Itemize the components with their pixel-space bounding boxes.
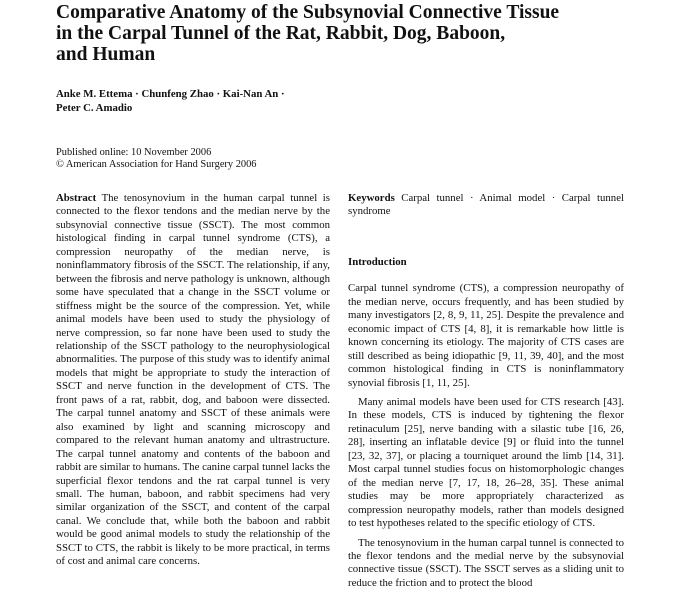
introduction-paragraph: The tenosynovium in the human carpal tunnel is connected to the flexor tendons and the medial nerve by the subsynovial connective tissue (SSCT). The SSCT serves as a sliding unit to reduce the friction and to protect the blood — [348, 536, 624, 589]
abstract-text: The tenosynovium in the human carpal tunnel is connected to the flexor tendons and the median nerve by the subsynovial connective tissue (SSCT). The most common histological finding in carpal tunnel syndrome (CTS), a compression neuropathy of the median nerve, is noninflammatory fibrosis of the SSCT. The relationship, if any, between the fibrosis and nerve pathology is unknown, although some have speculated that a change in the SSCT volume or stiffness might be the source of the compression. Yet, while animal models have been used to study the physiology of nerve compression, so far none have been used to study the relationship of the SSCT pathology to the neurophysiological abnormalities. The purpose of this study was to identify animal models that might be appropriate to study the interaction of SSCT and nerve function in the development of CTS. The front paws of a rat, rabbit, dog, and baboon were dissected. The carpal tunnel anatomy and SSCT of these animals were also examined by light and scanning microscopy and compared to the relevant human anatomy and ultrastructure. The carpal tunnel anatomy and contents of the baboon and rabbit are similar to humans. The canine carpal tunnel lacks the superficial flexor tendons and the rat carpal tunnel is very small. The human, baboon, and rabbit specimens had very similar organization of the SSCT, and content of the carpal canal. We conclude that, while both the baboon and rabbit would be good animal models to study the relationship of the SSCT to CTS, the rabbit is likely to be more practical, in terms of cost and animal care concerns. — [56, 192, 330, 568]
introduction-paragraph: Carpal tunnel syndrome (CTS), a compression neuropathy of the median nerve, occurs frequently, and has been studied by many investigators [2, 8, 9, 11, 25]. Despite the prevalence and economic impact of CTS [4, 8], it is remarkable how little is known concerning its etiology. The majority of CTS cases are still described as being idiopathic [9, 11, 39, 40], and the most common histological finding in CTS is noninflammatory synovial fibrosis [1, 11, 25]. — [348, 282, 624, 389]
published-date: Published online: 10 November 2006 — [56, 147, 212, 158]
left-column — [56, 192, 330, 569]
author-line: Anke M. Ettema · Chunfeng Zhao · Kai-Nan An · — [56, 88, 285, 100]
abstract — [56, 192, 330, 569]
keywords — [348, 192, 624, 219]
article-title — [56, 2, 656, 65]
title-line: in the Carpal Tunnel of the Rat, Rabbit, Dog, Baboon, — [56, 23, 506, 44]
publication-info — [56, 147, 256, 171]
abstract-label: Abstract — [56, 192, 97, 204]
keywords-text: Carpal tunnel · Animal model · Carpal tunnel syndrome — [348, 192, 624, 218]
author-list — [56, 88, 285, 115]
introduction-heading: Introduction — [348, 255, 407, 268]
author-line: Peter C. Amadio — [56, 101, 133, 114]
title-line: Comparative Anatomy of the Subsynovial Connective Tissue — [56, 2, 560, 23]
introduction-paragraph: Many animal models have been used for CTS research [43]. In these models, CTS is induced by tightening the flexor retinaculum [25], nerve banding with a silastic tube [16, 26, 28], inserting an inflatable device [9] or fluid into the tunnel [23, 32, 37], or placing a tourniquet around the limb [14, 31]. Most carpal tunnel studies focus on histomorphologic changes of the median nerve [7, 17, 18, 26–28, 35]. These animal studies may be more appropriately characterized as compression neuropathy models, rather than models designed to test hypotheses related to the specific etiology of CTS. — [348, 395, 624, 530]
keywords-label: Keywords — [348, 192, 395, 204]
title-line: and Human — [56, 44, 156, 65]
copyright-notice: © American Association for Hand Surgery 2006 — [56, 159, 257, 170]
right-column — [348, 192, 624, 596]
